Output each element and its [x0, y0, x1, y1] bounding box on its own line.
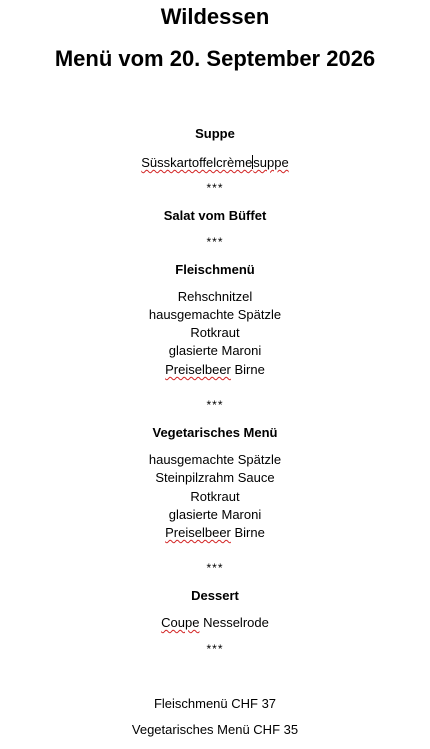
separator: ***	[206, 235, 224, 249]
separator: ***	[206, 398, 224, 412]
flagged-word: Preiselbeer	[165, 525, 231, 540]
soup-text-part-2: suppe	[253, 155, 289, 170]
flagged-word: Coupe	[161, 615, 200, 630]
menu-item: hausgemachte Spätzle	[148, 307, 282, 322]
menu-item: Rotkraut	[190, 489, 240, 504]
menu-item	[0, 526, 430, 539]
item-rest: Birne	[230, 525, 265, 540]
separator: ***	[206, 181, 224, 195]
document-title: Wildessen	[160, 4, 270, 29]
flagged-word: Preiselbeer	[165, 362, 231, 377]
price-meat: Fleischmenü CHF 37	[153, 696, 277, 711]
section-heading-meat: Fleischmenü	[175, 262, 255, 277]
item-rest: Birne	[230, 362, 265, 377]
separator: ***	[206, 642, 224, 656]
menu-item: Steinpilzrahm Sauce	[155, 470, 275, 485]
menu-item-dessert	[0, 616, 430, 629]
price-vegetarian: Vegetarisches Menü CHF 35	[131, 722, 299, 737]
item-rest: Nesselrode	[199, 615, 269, 630]
menu-item: Rotkraut	[190, 325, 240, 340]
menu-item	[0, 363, 430, 376]
separator: ***	[206, 561, 224, 575]
section-heading-salad: Salat vom Büffet	[163, 208, 267, 223]
section-heading-soup: Suppe	[195, 126, 235, 141]
soup-text-part-1: Süsskartoffelcrème	[141, 155, 253, 170]
section-heading-vegetarian: Vegetarisches Menü	[152, 425, 278, 440]
section-heading-dessert: Dessert	[191, 588, 239, 603]
menu-item-soup	[0, 155, 430, 169]
menu-item: hausgemachte Spätzle	[148, 452, 282, 467]
document-subtitle: Menü vom 20. September 2026	[54, 46, 376, 71]
menu-item: glasierte Maroni	[168, 507, 262, 522]
menu-item: Rehschnitzel	[177, 289, 253, 304]
menu-item: glasierte Maroni	[168, 343, 262, 358]
